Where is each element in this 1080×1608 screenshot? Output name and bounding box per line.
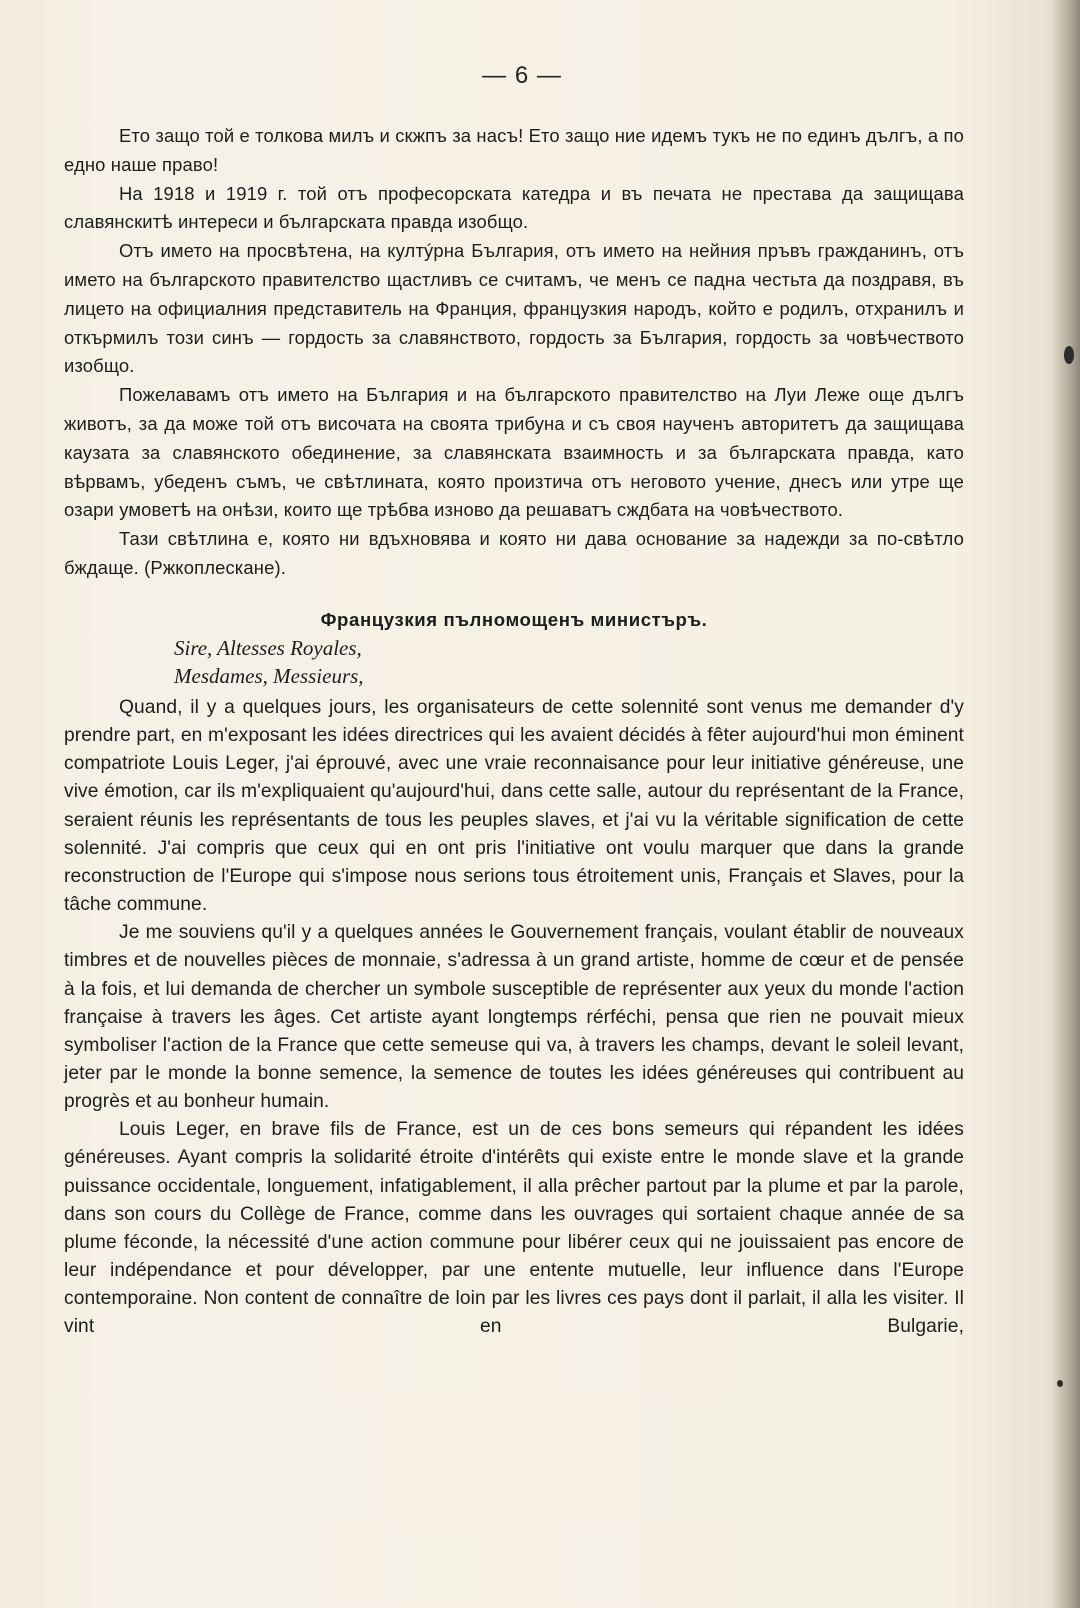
bulgarian-paragraph-3: Отъ името на просвѣтена, на култýрна България, отъ името на нейния пръвъ гражданинъ, отъ името на българското правителство щастливъ се считамъ, че менъ се падна честьта да поздравя, въ лицето на официалния представитель на Франция, французкия народъ, който е родилъ, отхранилъ и откърмилъ този синъ — гордость за славянството, гордость за България, гордость за човѣчеството изобщо. (64, 240, 964, 377)
salutation-line-1: Sire, Altesses Royales, (174, 635, 362, 660)
bulgarian-paragraph-5: Тази свѣтлина е, която ни вдъхновява и която ни дава основание за надежди за по-свѣтло бждаще. (Ржкоплескане). (64, 528, 964, 578)
french-paragraph-1: Quand, il y a quelques jours, les organisateurs de cette solennité sont venus me demander d'y prendre part, en m'exposant les idées directrices qui les avaient décidés à fêter aujourd'hui mon éminent compatriote Louis Leger, j'ai éprouvé, avec une vraie reconnaisance pour leur initiative généreuse, une vive émotion, car ils m'expliquaient qu'aujourd'hui, dans cette salle, autour du représentant de la France, seraient réunis les représentants de tous les peuples slaves, et j'ai vu la véritable signification de cette solennité. J'ai compris que ceux qui en ont pris l'initiative ont voulu marquer que dans la grande reconstruction de l'Europe qui s'impose nous serions tous étroitement unis, Français et Slaves, pour la tâche commune. (64, 696, 964, 916)
bulgarian-paragraph-4: Пожелавамъ отъ името на България и на българското правителство на Луи Леже още дългъ животъ, за да може той отъ височата на своята трибуна и съ своя наученъ авторитетъ да защищава каузата за славянското обединение, за славянската взаимность и за българската правда, като вѣрвамъ, убеденъ съмъ, че свѣтлината, която произтича отъ неговото учение, днесъ или утре ще озари умоветѣ на онѣзи, които ще трѣбва изново да решаватъ сждбата на човѣчеството. (64, 384, 964, 521)
salutation-block (64, 634, 964, 691)
bulgarian-paragraph-2: На 1918 и 1919 г. той отъ професорската катедра и въ печата не престава да защищава славянскитѣ интереси и българската правда изобщо. (64, 182, 964, 233)
section-heading: Французкия пълномощенъ министъръ. (320, 608, 708, 630)
french-paragraph-2: Je me souviens qu'il y a quelques années le Gouvernement français, voulant établir de nouveaux timbres et de nouvelles pièces de monnaie, s'adressa à un grand artiste, homme de cœur et de pensée à la fois, et lui demanda de chercher un symbole susceptible de représenter aux yeux du monde l'action française à travers les âges. Cet artiste ayant longtemps rérféchi, pensa que rien ne pouvait mieux symboliser l'action de la France que cette semeuse qui va, à travers les champs, devant le soleil levant, jeter par le monde la bonne semence, la semence de toutes les idées généreuses qui contribuent au progrès et au bonheur humain. (64, 922, 964, 1113)
french-text-block (64, 694, 964, 1342)
bulgarian-paragraph-1: Ето защо той е толкова милъ и скжпъ за насъ! Ето защо ние идемъ тукъ не по единъ дългъ, а по едно наше право! (64, 125, 964, 175)
ink-dot-mark (1057, 1380, 1063, 1387)
french-paragraph-3: Louis Leger, en brave fils de France, est un de ces bons semeurs qui répandent les idées généreuses. Ayant compris la solidarité étroite d'intérêts qui existe entre le monde slave et la grande puissance occidentale, longuement, infatigablement, il alla prêcher partout par la plume et par la parole, dans son cours du Collège de France, comme dans les ouvrages qui sortaient chaque année de sa plume féconde, la nécessité d'une action commune pour libérer ceux qui ne jouissaient pas encore de leur indépendance et pour développer, par une entente mutuelle, leur influence dans l'Europe contemporaine. Non content de connaître de loin par les livres ces pays dont il parlait, il alla les visiter. Il vint en Bulgarie, (64, 1119, 964, 1338)
bulgarian-text-block (64, 122, 964, 583)
page-content (64, 122, 964, 1342)
page-edge-shadow (1052, 0, 1080, 1608)
ink-spot-mark (1064, 346, 1074, 364)
page-number: — 6 — (482, 62, 562, 89)
salutation-line-2: Mesdames, Messieurs, (174, 664, 364, 689)
